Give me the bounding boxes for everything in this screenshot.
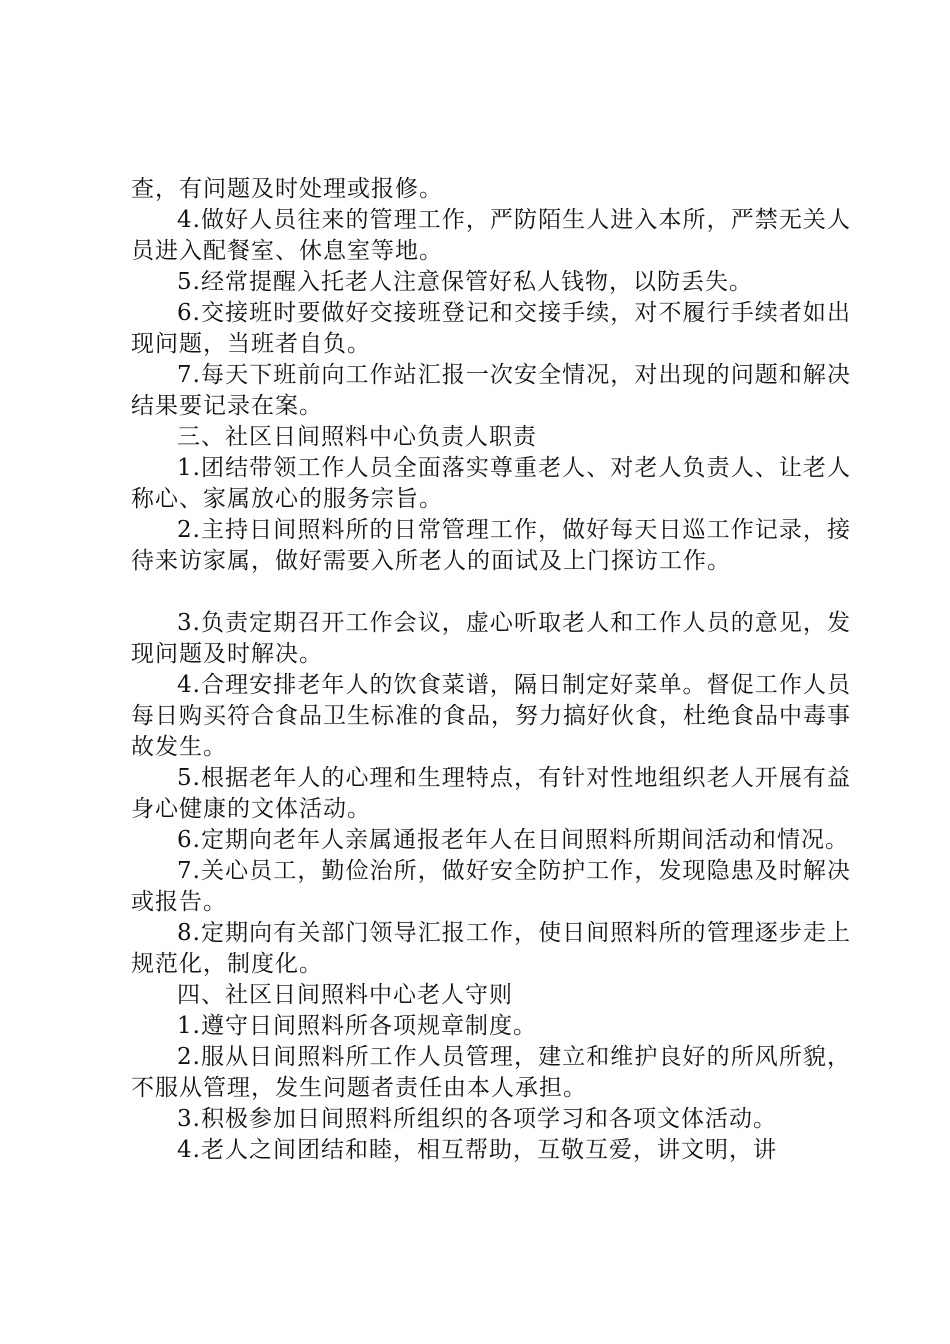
paragraph-duty-6: 6.定期向老年人亲属通报老年人在日间照料所期间活动和情况。 xyxy=(177,827,849,853)
paragraph-rule-2: 2.服从日间照料所工作人员管理，建立和维护良好的所风所貌，不服从管理，发生问题者责任由本人承担。 xyxy=(131,1044,851,1101)
paragraph-duty-7: 7.关心员工，勤俭治所，做好安全防护工作，发现隐患及时解决或报告。 xyxy=(131,858,851,915)
paragraph-item-5: 5.经常提醒入托老人注意保管好私人钱物，以防丢失。 xyxy=(177,269,753,295)
paragraph-duty-5: 5.根据老年人的心理和生理特点，有针对性地组织老人开展有益身心健康的文体活动。 xyxy=(131,765,851,822)
paragraph-duty-1: 1.团结带领工作人员全面落实尊重老人、对老人负责人、让老人称心、家属放心的服务宗旨。 xyxy=(131,455,851,512)
paragraph-duty-8: 8.定期向有关部门领导汇报工作，使日间照料所的管理逐步走上规范化，制度化。 xyxy=(131,920,851,977)
paragraph-item-4: 4.做好人员往来的管理工作，严防陌生人进入本所，严禁无关人员进入配餐室、休息室等地。 xyxy=(131,207,851,264)
paragraph-rule-3: 3.积极参加日间照料所组织的各项学习和各项文体活动。 xyxy=(177,1106,777,1132)
paragraph-rule-4: 4.老人之间团结和睦，相互帮助，互敬互爱，讲文明，讲 xyxy=(177,1137,777,1163)
paragraph-rule-1: 1.遵守日间照料所各项规章制度。 xyxy=(177,1013,537,1039)
document-body xyxy=(131,174,851,1166)
paragraph-duty-3: 3.负责定期召开工作会议，虚心听取老人和工作人员的意见，发现问题及时解决。 xyxy=(131,610,851,667)
paragraph-continuation: 查，有问题及时处理或报修。 xyxy=(131,176,443,202)
paragraph-duty-4: 4.合理安排老年人的饮食菜谱，隔日制定好菜单。督促工作人员每日购买符合食品卫生标准的食品，努力搞好伙食，杜绝食品中毒事故发生。 xyxy=(131,672,851,760)
paragraph-item-6: 6.交接班时要做好交接班登记和交接手续，对不履行手续者如出现问题，当班者自负。 xyxy=(131,300,851,357)
section-heading-4: 四、社区日间照料中心老人守则 xyxy=(177,982,513,1008)
paragraph-item-7: 7.每天下班前向工作站汇报一次安全情况，对出现的问题和解决结果要记录在案。 xyxy=(131,362,851,419)
paragraph-duty-2: 2.主持日间照料所的日常管理工作，做好每天日巡工作记录，接待来访家属，做好需要入所老人的面试及上门探访工作。 xyxy=(131,517,851,574)
section-heading-3: 三、社区日间照料中心负责人职责 xyxy=(177,424,537,450)
